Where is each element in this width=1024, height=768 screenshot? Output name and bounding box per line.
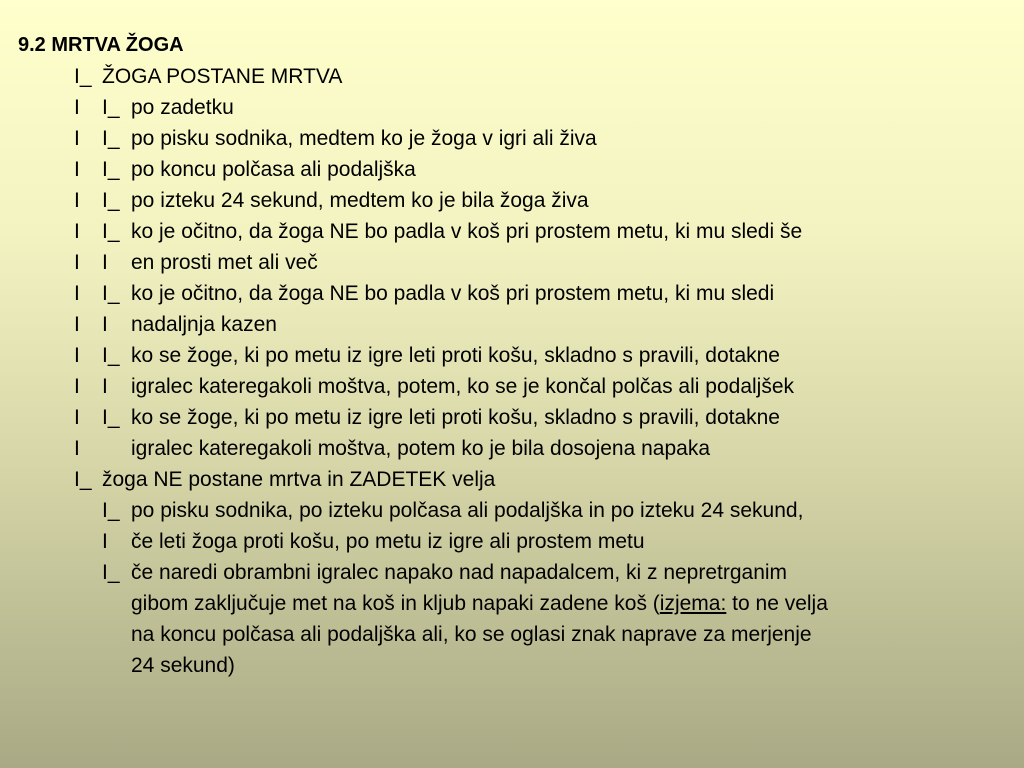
outline-marker: I bbox=[74, 189, 80, 212]
outline-text: ko se žoge, ki po metu iz igre leti proti košu, skladno s pravili, dotakne bbox=[131, 406, 780, 429]
outline-marker: I bbox=[102, 313, 108, 336]
outline-marker: I_ bbox=[102, 499, 120, 522]
outline-marker: I_ bbox=[74, 468, 92, 491]
outline-text: nadaljnja kazen bbox=[131, 313, 277, 336]
outline-line bbox=[0, 309, 1024, 340]
outline-text: po zadetku bbox=[131, 96, 234, 119]
slide-title: 9.2 MRTVA ŽOGA bbox=[18, 34, 184, 56]
outline-line bbox=[0, 340, 1024, 371]
outline-marker: I bbox=[102, 251, 108, 274]
outline-marker: I_ bbox=[102, 189, 120, 212]
outline-line bbox=[0, 61, 1024, 92]
outline-marker: I bbox=[74, 251, 80, 274]
outline-marker: I bbox=[74, 437, 80, 460]
outline-marker: I bbox=[74, 344, 80, 367]
outline-text: 24 sekund) bbox=[131, 654, 235, 677]
outline-marker: I_ bbox=[102, 220, 120, 243]
text-fragment: to ne velja bbox=[726, 592, 828, 615]
outline-marker: I bbox=[74, 158, 80, 181]
outline-line bbox=[0, 495, 1024, 526]
outline-text: en prosti met ali več bbox=[131, 251, 318, 274]
outline-marker: I bbox=[74, 96, 80, 119]
outline-text: igralec kateregakoli moštva, potem, ko se je končal polčas ali podaljšek bbox=[131, 375, 795, 398]
outline-marker: I_ bbox=[102, 96, 120, 119]
text-fragment: gibom zaključuje met na koš in kljub napaki zadene koš ( bbox=[131, 592, 660, 615]
outline-line bbox=[0, 247, 1024, 278]
outline-line bbox=[0, 557, 1024, 588]
outline-line bbox=[0, 371, 1024, 402]
outline-marker: I_ bbox=[74, 65, 92, 88]
outline-marker: I_ bbox=[102, 344, 120, 367]
exception-underline: izjema: bbox=[659, 592, 727, 615]
outline-line bbox=[0, 433, 1024, 464]
outline-marker: I_ bbox=[102, 282, 120, 305]
outline-text: ŽOGA POSTANE MRTVA bbox=[102, 65, 343, 88]
outline-text bbox=[131, 588, 828, 619]
outline-line bbox=[0, 216, 1024, 247]
outline-line bbox=[0, 526, 1024, 557]
outline-line bbox=[0, 278, 1024, 309]
outline-line bbox=[0, 588, 1024, 619]
outline-marker: I bbox=[74, 282, 80, 305]
outline-line bbox=[0, 92, 1024, 123]
outline-text: po koncu polčasa ali podaljška bbox=[131, 158, 416, 181]
outline-text: ko je očitno, da žoga NE bo padla v koš pri prostem metu, ki mu sledi bbox=[131, 282, 775, 305]
outline-marker: I bbox=[102, 375, 108, 398]
outline-line bbox=[0, 154, 1024, 185]
outline-marker: I_ bbox=[102, 158, 120, 181]
outline-marker: I bbox=[74, 406, 80, 429]
outline-text: ko je očitno, da žoga NE bo padla v koš pri prostem metu, ki mu sledi še bbox=[131, 220, 803, 243]
outline-marker: I bbox=[74, 313, 80, 336]
outline-marker: I_ bbox=[102, 406, 120, 429]
outline-line bbox=[0, 402, 1024, 433]
outline-line bbox=[0, 123, 1024, 154]
outline-line bbox=[0, 464, 1024, 495]
outline-text: po pisku sodnika, medtem ko je žoga v igri ali živa bbox=[131, 127, 597, 150]
outline-text: ko se žoge, ki po metu iz igre leti proti košu, skladno s pravili, dotakne bbox=[131, 344, 780, 367]
outline-marker: I bbox=[74, 375, 80, 398]
outline-text: po izteku 24 sekund, medtem ko je bila žoga živa bbox=[131, 189, 589, 212]
outline-text: igralec kateregakoli moštva, potem ko je bila dosojena napaka bbox=[131, 437, 711, 460]
outline-text: po pisku sodnika, po izteku polčasa ali podaljška in po izteku 24 sekund, bbox=[131, 499, 804, 522]
outline-line bbox=[0, 185, 1024, 216]
outline-marker: I_ bbox=[102, 127, 120, 150]
outline-text: če leti žoga proti košu, po metu iz igre ali prostem metu bbox=[131, 530, 645, 553]
outline-marker: I bbox=[74, 127, 80, 150]
outline-line bbox=[0, 619, 1024, 650]
outline-marker: I_ bbox=[102, 561, 120, 584]
outline-text: žoga NE postane mrtva in ZADETEK velja bbox=[102, 468, 496, 491]
outline-marker: I bbox=[74, 220, 80, 243]
outline-text: na koncu polčasa ali podaljška ali, ko se oglasi znak naprave za merjenje bbox=[131, 623, 812, 646]
outline-text: če naredi obrambni igralec napako nad napadalcem, ki z nepretrganim bbox=[131, 561, 788, 584]
outline-line bbox=[0, 650, 1024, 681]
outline-marker: I bbox=[102, 530, 108, 553]
